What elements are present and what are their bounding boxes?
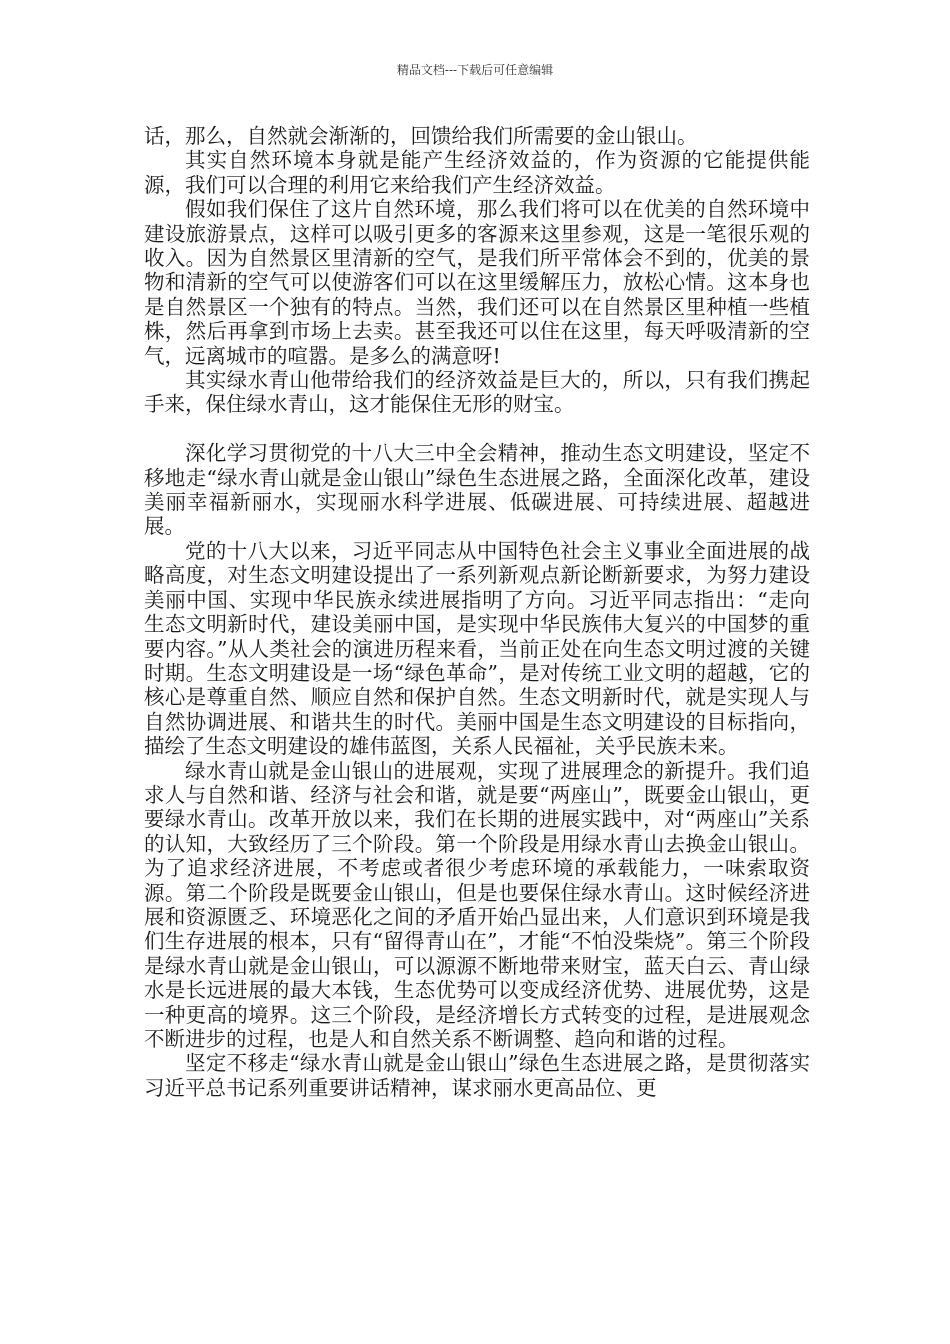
- page-header: 精品文档---下载后可任意编辑: [396, 63, 554, 77]
- paragraph-1: 话，那么，自然就会渐渐的，回馈给我们所需要的金山银山。: [144, 124, 698, 148]
- paragraph-8: 坚定不移走“绿水青山就是金山银山”绿色生态进展之路，是贯彻落实习近平总书记系列重要讲话精神，谋求丽水更高品位、更: [144, 1051, 810, 1100]
- document-body: [144, 124, 810, 1100]
- paragraph-6: 党的十八大以来，习近平同志从中国特色社会主义事业全面进展的战略高度，对生态文明建设提出了一系列新观点新论断新要求，为努力建设美丽中国、实现中华民族永续进展指明了方向。习近平同志指出：“走向生态文明新时代，建设美丽中国，是实现中华民族伟大复兴的中国梦的重要内容。”从人类社会的演进历程来看，当前正处在向生态文明过渡的关键时期。生态文明建设是一场“绿色革命”，是对传统工业文明的超越，它的核心是尊重自然、顺应自然和保护自然。生态文明新时代，就是实现人与自然协调进展、和谐共生的时代。美丽中国是生态文明建设的目标指向，描绘了生态文明建设的雄伟蓝图，关系人民福祉，关乎民族未来。: [144, 538, 810, 759]
- paragraph-2: 其实自然环境本身就是能产生经济效益的，作为资源的它能提供能源，我们可以合理的利用它来给我们产生经济效益。: [144, 148, 810, 197]
- paragraph-4: 其实绿水青山他带给我们的经济效益是巨大的，所以，只有我们携起手来，保住绿水青山，这才能保住无形的财宝。: [144, 368, 810, 417]
- paragraph-3: 假如我们保住了这片自然环境，那么我们将可以在优美的自然环境中建设旅游景点，这样可以吸引更多的客源来这里参观，这是一笔很乐观的收入。因为自然景区里清新的空气，是我们所平常体会不到的，优美的景物和清新的空气可以使游客们可以在这里缓解压力，放松心情。这本身也是自然景区一个独有的特点。当然，我们还可以在自然景区里种植一些植株，然后再拿到市场上去卖。甚至我还可以住在这里，每天呼吸清新的空气，远离城市的喧嚣。是多么的满意呀!: [144, 197, 810, 368]
- paragraph-5: 深化学习贯彻党的十八大三中全会精神，推动生态文明建设，坚定不移地走“绿水青山就是金山银山”绿色生态进展之路，全面深化改革，建设美丽幸福新丽水，实现丽水科学进展、低碳进展、可持续进展、超越进展。: [144, 441, 810, 539]
- paragraph-7: 绿水青山就是金山银山的进展观，实现了进展理念的新提升。我们追求人与自然和谐、经济与社会和谐，就是要“两座山”，既要金山银山，更要绿水青山。改革开放以来，我们在长期的进展实践中，对“两座山”关系的认知，大致经历了三个阶段。第一个阶段是用绿水青山去换金山银山。为了追求经济进展，不考虑或者很少考虑环境的承载能力，一味索取资源。第二个阶段是既要金山银山，但是也要保住绿水青山。这时候经济进展和资源匮乏、环境恶化之间的矛盾开始凸显出来，人们意识到环境是我们生存进展的根本，只有“留得青山在”，才能“不怕没柴烧”。第三个阶段是绿水青山就是金山银山，可以源源不断地带来财宝，蓝天白云、青山绿水是长远进展的最大本钱，生态优势可以变成经济优势、进展优势，这是一种更高的境界。这三个阶段，是经济增长方式转变的过程，是进展观念不断进步的过程，也是人和自然关系不断调整、趋向和谐的过程。: [144, 758, 810, 1052]
- paragraph-gap: [144, 417, 810, 441]
